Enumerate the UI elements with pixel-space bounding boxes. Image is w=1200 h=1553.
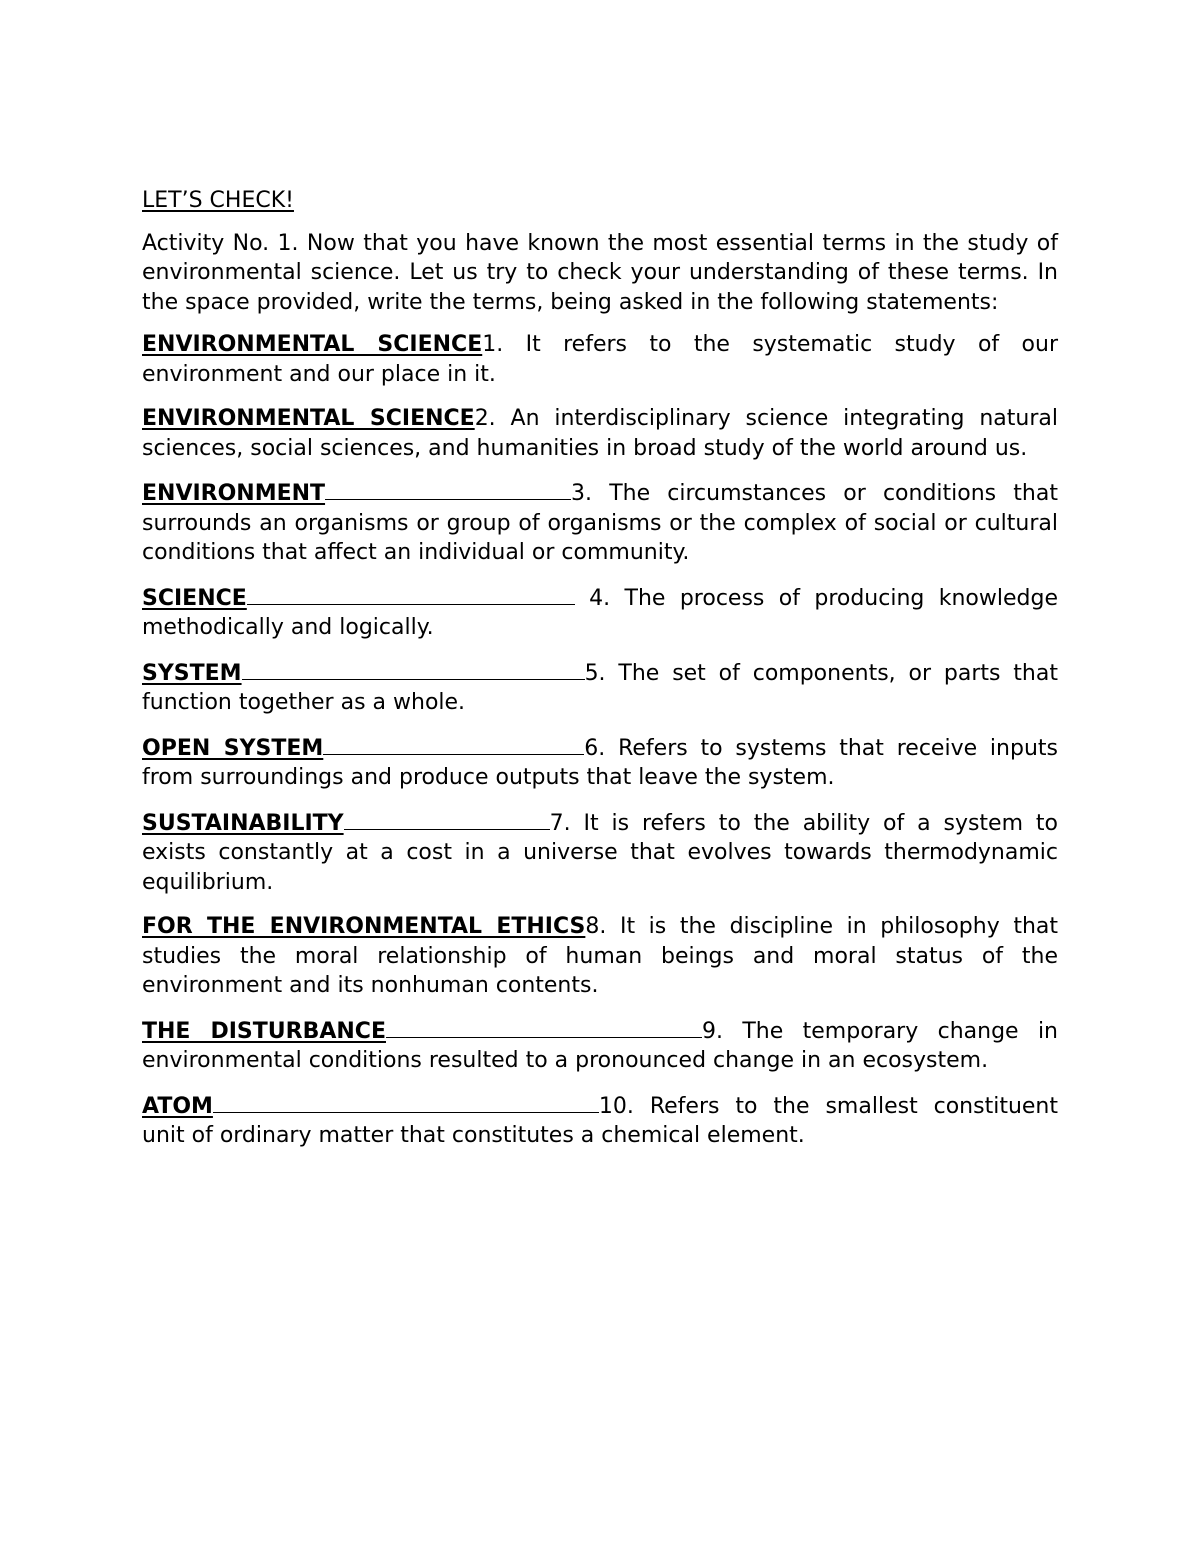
answer-1: ENVIRONMENTAL SCIENCE bbox=[142, 332, 483, 357]
answer-blank-line bbox=[242, 658, 585, 680]
answer-4: SCIENCE bbox=[142, 585, 247, 611]
worksheet-page bbox=[142, 186, 1058, 1166]
question-text-6: 6. Refers to systems that receive inputs from surroundings and produce outputs that leave the system. bbox=[142, 735, 1058, 790]
question-text-2: 2. An interdisciplinary science integrating natural sciences, social sciences, and humanities in broad study of the world around us. bbox=[142, 406, 1058, 461]
question-text-5: 5. The set of components, or parts that function together as a whole. bbox=[142, 660, 1058, 715]
answer-blank-line bbox=[247, 583, 575, 605]
answer-blank-line bbox=[213, 1091, 599, 1113]
question-text-1: 1. It refers to the systematic study of our environment and our place in it. bbox=[142, 332, 1058, 387]
page-heading: LET’S CHECK! bbox=[142, 188, 294, 213]
answer-blank-line bbox=[386, 1016, 702, 1038]
question-item-8 bbox=[142, 912, 1058, 1001]
question-item-7 bbox=[142, 808, 1058, 898]
answer-blank-line bbox=[323, 733, 584, 755]
question-text-3: 3. The circumstances or conditions that surrounds an organisms or group of organisms or the complex of social or cultural conditions that affect an individual or community. bbox=[142, 481, 1058, 565]
question-text-10: 10. Refers to the smallest constituent unit of ordinary matter that constitutes a chemical element. bbox=[142, 1093, 1058, 1148]
answer-8: FOR THE ENVIRONMENTAL ETHICS bbox=[142, 914, 586, 939]
question-item-5 bbox=[142, 658, 1058, 718]
question-text-9: 9. The temporary change in environmental conditions resulted to a pronounced change in an ecosystem. bbox=[142, 1018, 1059, 1073]
answer-6: OPEN SYSTEM bbox=[142, 735, 324, 761]
question-text-4: 4. The process of producing knowledge methodically and logically. bbox=[142, 585, 1058, 640]
question-item-10 bbox=[142, 1091, 1058, 1151]
answer-3: ENVIRONMENT bbox=[142, 481, 326, 506]
question-text-8: 8. It is the discipline in philosophy that studies the moral relationship of human beings and moral status of the environment and its nonhuman contents. bbox=[142, 914, 1058, 998]
answer-7: SUSTAINABILITY bbox=[142, 810, 344, 836]
answer-5: SYSTEM bbox=[142, 660, 242, 686]
question-item-6 bbox=[142, 733, 1058, 793]
question-text-7: 7. It is refers to the ability of a system to exists constantly at a cost in a universe that evolves towards thermodynamic equilibrium. bbox=[142, 810, 1058, 895]
answer-9: THE DISTURBANCE bbox=[142, 1018, 386, 1044]
answer-2: ENVIRONMENTAL SCIENCE bbox=[142, 406, 475, 431]
question-item-2 bbox=[142, 404, 1058, 463]
answer-blank-line bbox=[344, 808, 550, 830]
answer-blank-line bbox=[325, 478, 571, 500]
activity-instructions: Activity No. 1. Now that you have known the most essential terms in the study of environmental science. Let us try to check your understanding of these terms. In the space provided, write the terms, being asked in the following statements: bbox=[142, 230, 1058, 315]
question-item-4 bbox=[142, 583, 1058, 643]
question-item-1 bbox=[142, 330, 1058, 389]
question-item-3 bbox=[142, 478, 1058, 568]
question-item-9 bbox=[142, 1016, 1058, 1076]
answer-10: ATOM bbox=[142, 1093, 213, 1119]
